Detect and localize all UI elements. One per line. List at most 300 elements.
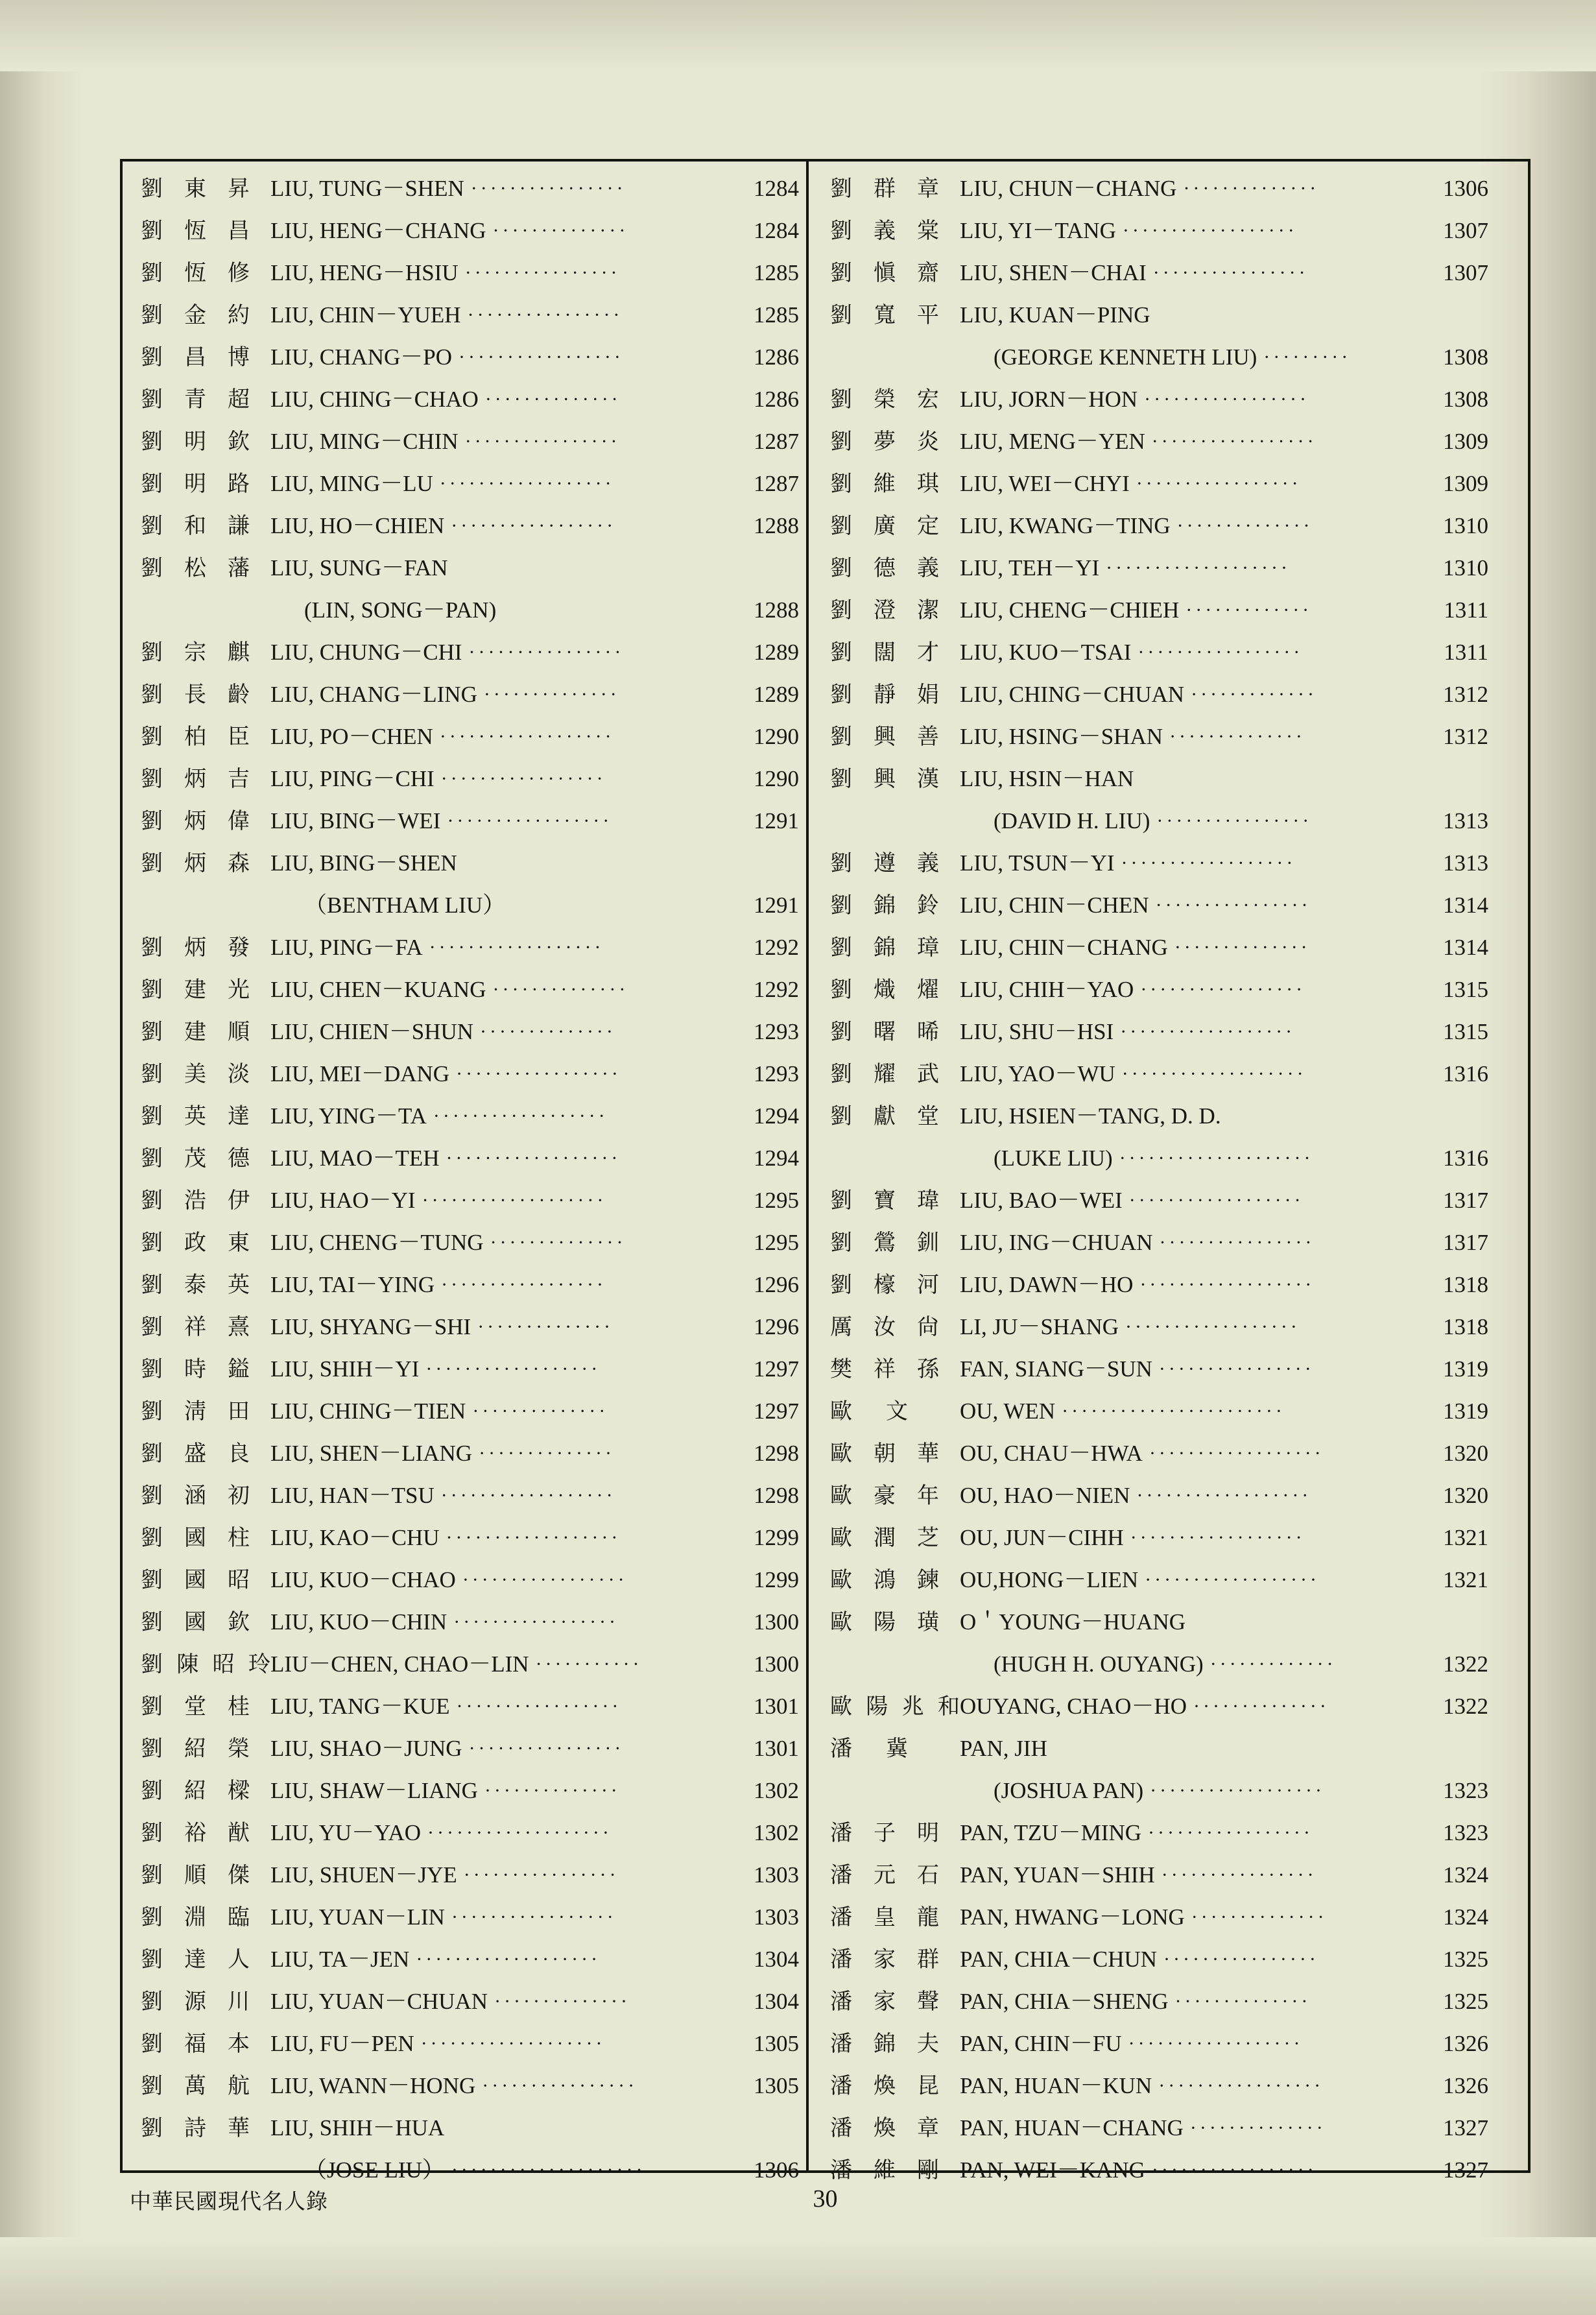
entry-page-number: 1314 — [1443, 893, 1488, 918]
entry-chinese-name: 劉 宗 麒 — [141, 640, 250, 666]
entry-chinese-name: 劉 詩 華 — [141, 2115, 250, 2141]
entry-page-number: 1304 — [754, 1989, 799, 2014]
entry-chinese-name: 劉 福 本 — [141, 2031, 250, 2057]
index-entry — [816, 715, 1500, 758]
index-entry — [126, 547, 811, 589]
entry-romanized-name: O＇YOUNG－HUANG — [960, 1609, 1186, 1635]
footer-title: 中華民國現代名人錄 — [130, 2189, 328, 2214]
index-entry — [126, 631, 811, 673]
entry-chinese-name: 劉 恆 昌 — [141, 218, 250, 244]
leader-dots: ·············· — [484, 389, 621, 410]
index-entry — [816, 968, 1500, 1011]
entry-page-number: 1296 — [754, 1272, 799, 1297]
entry-chinese-name: 歐 潤 芝 — [830, 1525, 939, 1551]
entry-romanized-name: LIU, KUO－CHAO ················· — [268, 1559, 731, 1601]
entry-romanized-name: LIU, SHEN－CHAI ················ — [957, 252, 1420, 294]
entry-chinese-name: 潘 煥 章 — [830, 2115, 939, 2141]
entry-page-number: 1312 — [1443, 682, 1488, 707]
entry-chinese-name: 劉 柏 臣 — [141, 724, 250, 750]
leader-dots: ·················· — [433, 1105, 608, 1127]
entry-chinese-name: 劉 陳 昭 玲 — [141, 1651, 270, 1677]
index-entry — [126, 1685, 811, 1727]
index-entry — [126, 1348, 811, 1390]
index-entry — [816, 2022, 1500, 2065]
entry-romanized-name: PAN, WEI－KANG ················· — [957, 2149, 1420, 2191]
entry-chinese-name: 劉 熾 燿 — [830, 977, 939, 1003]
entry-page-number: 1290 — [754, 724, 799, 749]
entry-page-number: 1314 — [1443, 935, 1488, 960]
entry-page-number: 1293 — [754, 1019, 799, 1044]
entry-chinese-name: 劉 夢 炎 — [830, 429, 939, 455]
entry-page-number: 1284 — [754, 176, 799, 201]
entry-chinese-name: 劉 昌 博 — [141, 344, 250, 370]
index-entry — [816, 294, 1500, 336]
leader-dots: ················· — [451, 1906, 617, 1928]
entry-romanized-name: LIU, SHAO－JUNG ················ — [268, 1727, 731, 1769]
entry-chinese-name: 劉 茂 德 — [141, 1146, 250, 1171]
leader-dots: ·············· — [1169, 726, 1305, 747]
entry-page-number: 1322 — [1443, 1694, 1488, 1719]
leader-dots: ·················· — [1145, 1569, 1320, 1590]
entry-romanized-name: LIU, MING－LU ·················· — [268, 462, 731, 505]
index-entry — [126, 252, 811, 294]
entry-page-number: 1316 — [1443, 1146, 1488, 1171]
entry-chinese-name: 劉 獻 堂 — [830, 1103, 939, 1129]
index-entry — [816, 420, 1500, 462]
entry-chinese-name: 劉 廣 定 — [830, 513, 939, 539]
entry-romanized-name: LIU, TUNG－SHEN ················ — [268, 167, 731, 210]
leader-dots: ················· — [453, 1611, 619, 1633]
entry-page-number: 1286 — [754, 387, 799, 412]
leader-dots: ·············· — [1176, 515, 1313, 536]
leader-dots: ·············· — [1191, 1906, 1328, 1928]
entry-page-number: 1317 — [1443, 1230, 1488, 1255]
index-entry — [126, 1601, 811, 1643]
entry-romanized-name: LIU, KUO－CHIN ················· — [268, 1601, 731, 1643]
leader-dots: ················· — [1137, 642, 1304, 663]
entry-page-number: 1311 — [1444, 597, 1488, 623]
index-entry — [816, 631, 1500, 673]
leader-dots: ·················· — [1128, 2033, 1304, 2054]
index-entry — [126, 1812, 811, 1854]
index-entry — [126, 1432, 811, 1474]
entry-page-number: 1303 — [754, 1862, 799, 1888]
index-entry — [126, 1179, 811, 1221]
entry-chinese-name: 潘 冀 — [830, 1736, 908, 1762]
index-entry — [816, 1896, 1500, 1938]
entry-romanized-name: LIU, CHIN－CHANG ·············· — [957, 926, 1420, 968]
entry-chinese-name: 劉 錦 鈴 — [830, 893, 939, 918]
entry-chinese-name: 劉 美 淡 — [141, 1061, 250, 1087]
entry-chinese-name: 潘 皇 龍 — [830, 1904, 939, 1930]
entry-page-number: 1297 — [754, 1398, 799, 1424]
entry-chinese-name: 劉 順 傑 — [141, 1862, 250, 1888]
index-entry — [816, 1179, 1500, 1221]
index-entry — [126, 2022, 811, 2065]
entry-romanized-name: （JOSE LIU） ···················· — [268, 2149, 731, 2191]
entry-romanized-name: (LUKE LIU) ···················· — [957, 1137, 1420, 1179]
entry-page-number: 1294 — [754, 1146, 799, 1171]
index-entry — [816, 1643, 1500, 1685]
index-entry — [126, 1474, 811, 1517]
index-entry — [126, 673, 811, 715]
entry-chinese-name: 劉 曙 晞 — [830, 1019, 939, 1045]
entry-chinese-name: 劉 國 柱 — [141, 1525, 250, 1551]
entry-romanized-name: LIU, HENG－CHANG ·············· — [268, 210, 731, 252]
leader-dots: ·············· — [1183, 178, 1320, 199]
leader-dots: ·················· — [1122, 220, 1298, 241]
index-entry — [126, 378, 811, 420]
index-entry — [126, 1137, 811, 1179]
leader-dots: ·················· — [1149, 1443, 1324, 1464]
index-entry — [816, 1432, 1500, 1474]
entry-chinese-name: 潘 子 明 — [830, 1820, 939, 1846]
entry-chinese-name: 劉 榮 宏 — [830, 387, 939, 413]
entry-page-number: 1299 — [754, 1567, 799, 1592]
entry-romanized-name: LIU, HAO－YI ··················· — [268, 1179, 731, 1221]
entry-romanized-name: LIU, FU－PEN ··················· — [268, 2022, 731, 2065]
index-entry — [816, 1854, 1500, 1896]
entry-page-number: 1318 — [1443, 1314, 1488, 1339]
entry-page-number: 1309 — [1443, 471, 1488, 496]
entry-romanized-name: （BENTHAM LIU） — [304, 893, 506, 918]
entry-romanized-name: PAN, CHIA－SHENG ·············· — [957, 1980, 1420, 2022]
entry-page-number: 1301 — [754, 1736, 799, 1761]
index-entry — [126, 210, 811, 252]
entry-romanized-name: PAN, HWANG－LONG ·············· — [957, 1896, 1420, 1938]
entry-chinese-name: 劉 紹 榮 — [141, 1736, 250, 1762]
page-edge-shading-top — [0, 0, 1596, 71]
entry-chinese-name: 歐 豪 年 — [830, 1483, 939, 1509]
entry-page-number: 1298 — [754, 1441, 799, 1466]
entry-chinese-name: 劉 松 藩 — [141, 555, 250, 581]
leader-dots: ················· — [441, 1274, 607, 1295]
entry-romanized-name: OU, JUN－CIHH ·················· — [957, 1517, 1420, 1559]
entry-page-number: 1304 — [754, 1947, 799, 1972]
entry-page-number: 1311 — [1444, 640, 1488, 665]
index-entry — [126, 505, 811, 547]
leader-dots: ·············· — [494, 1991, 630, 2012]
leader-dots: ·················· — [446, 1147, 621, 1169]
leader-dots: ················· — [1140, 979, 1306, 1000]
index-entry — [126, 589, 811, 631]
entry-romanized-name: LIU, BAO－WEI ·················· — [957, 1179, 1420, 1221]
entry-chinese-name: 潘 家 群 — [830, 1947, 939, 1973]
entry-romanized-name: PAN, JIH — [960, 1736, 1047, 1761]
index-entry — [126, 462, 811, 505]
entry-page-number: 1308 — [1443, 387, 1488, 412]
index-entry — [816, 1601, 1500, 1643]
entry-chinese-name: 劉 炳 偉 — [141, 808, 250, 834]
entry-chinese-name: 劉 裕 猷 — [141, 1820, 250, 1846]
entry-chinese-name: 劉 堂 桂 — [141, 1694, 250, 1720]
index-entry — [816, 1011, 1500, 1053]
entry-page-number: 1320 — [1443, 1483, 1488, 1508]
entry-romanized-name: LIU, YING－TA ·················· — [268, 1095, 731, 1137]
entry-romanized-name: LIU, TEH－YI ··················· — [957, 547, 1420, 589]
entry-page-number: 1288 — [754, 597, 799, 623]
leader-dots: ·················· — [1136, 1485, 1312, 1506]
entry-page-number: 1302 — [754, 1820, 799, 1845]
index-entry — [126, 420, 811, 462]
entry-page-number: 1284 — [754, 218, 799, 243]
index-entry — [816, 252, 1500, 294]
entry-page-number: 1292 — [754, 935, 799, 960]
entry-romanized-name: LIU, CHIN－CHEN ················ — [957, 884, 1420, 926]
entry-page-number: 1299 — [754, 1525, 799, 1550]
entry-page-number: 1323 — [1443, 1820, 1488, 1845]
index-entry — [126, 842, 811, 884]
leader-dots: ·············· — [1174, 1991, 1311, 2012]
index-entry — [816, 336, 1500, 378]
entry-romanized-name: LIU, TA－JEN ··················· — [268, 1938, 731, 1980]
index-entry — [816, 2107, 1500, 2149]
index-entry — [126, 968, 811, 1011]
index-entry — [816, 926, 1500, 968]
entry-page-number: 1301 — [754, 1694, 799, 1719]
index-entry — [816, 1474, 1500, 1517]
entry-chinese-name: 劉 德 義 — [830, 555, 939, 581]
index-entry — [816, 1938, 1500, 1980]
entry-romanized-name: PAN, HUAN－KUN ················· — [957, 2065, 1420, 2107]
leader-dots: ·················· — [446, 1527, 621, 1548]
entry-romanized-name: LIU, YI－TANG ·················· — [957, 210, 1420, 252]
footer-page-number: 30 — [813, 2185, 838, 2213]
entry-romanized-name: (LIN, SONG－PAN) — [304, 597, 497, 623]
entry-romanized-name: LIU, KAO－CHU ·················· — [268, 1517, 731, 1559]
entry-page-number: 1291 — [754, 808, 799, 834]
index-entry — [126, 1095, 811, 1137]
leader-dots: ············· — [1191, 684, 1317, 705]
entry-romanized-name: LIU, SHUEN－JYE ················ — [268, 1854, 731, 1896]
index-entry — [126, 2107, 811, 2149]
leader-dots: ················ — [1159, 1232, 1315, 1253]
leader-dots: ·············· — [483, 684, 620, 705]
index-entry — [126, 715, 811, 758]
entry-chinese-name: 劉 涵 初 — [141, 1483, 250, 1509]
leader-dots: ·················· — [1128, 1190, 1304, 1211]
leader-dots: ········· — [1263, 346, 1352, 368]
leader-dots: ················ — [463, 1864, 619, 1886]
index-entry — [816, 589, 1500, 631]
leader-dots: ·············· — [1174, 937, 1311, 958]
entry-page-number: 1323 — [1443, 1778, 1488, 1803]
entry-chinese-name: 劉 靜 娟 — [830, 682, 939, 708]
entry-page-number: 1292 — [754, 977, 799, 1002]
entry-page-number: 1288 — [754, 513, 799, 538]
entry-chinese-name: 劉 明 路 — [141, 471, 250, 497]
entry-romanized-name: LIU, CHING－CHAO ·············· — [268, 378, 731, 420]
index-entry — [816, 505, 1500, 547]
index-entry — [126, 926, 811, 968]
entry-page-number: 1315 — [1443, 977, 1488, 1002]
entry-romanized-name: (GEORGE KENNETH LIU) ········· — [957, 336, 1420, 378]
entry-romanized-name: (JOSHUA PAN) ·················· — [957, 1769, 1420, 1812]
leader-dots: ·················· — [1121, 852, 1296, 874]
index-entry — [126, 1854, 811, 1896]
leader-dots: ··················· — [422, 1190, 607, 1211]
index-entry — [126, 1769, 811, 1812]
entry-page-number: 1293 — [754, 1061, 799, 1086]
entry-chinese-name: 劉 明 欽 — [141, 429, 250, 455]
entry-romanized-name: LIU, HSIN－HAN — [960, 766, 1134, 791]
entry-chinese-name: 劉 淵 臨 — [141, 1904, 250, 1930]
entry-chinese-name: 劉 東 昇 — [141, 176, 250, 202]
entry-page-number: 1318 — [1443, 1272, 1488, 1297]
page-edge-shading-bottom — [0, 2237, 1596, 2315]
entry-chinese-name: 劉 萬 航 — [141, 2073, 250, 2099]
entry-page-number: 1324 — [1443, 1862, 1488, 1888]
index-entry — [816, 1053, 1500, 1095]
entry-chinese-name: 劉 耀 武 — [830, 1061, 939, 1087]
leader-dots: ················ — [1161, 1864, 1317, 1886]
entry-page-number: 1322 — [1443, 1651, 1488, 1677]
index-entry — [816, 1812, 1500, 1854]
entry-romanized-name: LIU, PING－FA ·················· — [268, 926, 731, 968]
leader-dots: ················ — [1155, 894, 1311, 916]
index-entry — [126, 167, 811, 210]
leader-dots: ················· — [1148, 1822, 1313, 1843]
leader-dots: ·················· — [425, 1358, 601, 1380]
entry-chinese-name: 劉 錦 璋 — [830, 935, 939, 961]
entry-chinese-name: 劉 青 超 — [141, 387, 250, 413]
entry-page-number: 1287 — [754, 429, 799, 454]
entry-romanized-name: LIU, HAN－TSU ·················· — [268, 1474, 731, 1517]
entry-chinese-name: 劉 國 昭 — [141, 1567, 250, 1593]
entry-chinese-name: 劉 澄 潔 — [830, 597, 939, 623]
entry-page-number: 1312 — [1443, 724, 1488, 749]
entry-romanized-name: LIU, CHING－CHUAN ············· — [957, 673, 1420, 715]
entry-page-number: 1302 — [754, 1778, 799, 1803]
entry-page-number: 1310 — [1443, 513, 1488, 538]
entry-chinese-name: 劉 祥 熹 — [141, 1314, 250, 1340]
leader-dots: ··········· — [535, 1653, 643, 1675]
index-entry — [816, 1264, 1500, 1306]
entry-chinese-name: 潘 錦 夫 — [830, 2031, 939, 2057]
entry-romanized-name: LIU, BING－WEI ················· — [268, 800, 731, 842]
index-entry — [126, 1390, 811, 1432]
index-entry — [816, 1727, 1500, 1769]
entry-romanized-name: LIU, DAWN－HO ·················· — [957, 1264, 1420, 1306]
leader-dots: ······················· — [1062, 1400, 1285, 1422]
entry-chinese-name: 劉 英 達 — [141, 1103, 250, 1129]
index-entry — [126, 294, 811, 336]
entry-chinese-name: 劉 恆 修 — [141, 260, 250, 286]
index-entry — [816, 884, 1500, 926]
entry-chinese-name: 潘 煥 昆 — [830, 2073, 939, 2099]
entry-page-number: 1319 — [1443, 1398, 1488, 1424]
entry-romanized-name: LIU, YUAN－LIN ················· — [268, 1896, 731, 1938]
leader-dots: ··················· — [1121, 1063, 1307, 1085]
entry-romanized-name: LIU, CHIN－YUEH ················ — [268, 294, 731, 336]
index-entry — [816, 1559, 1500, 1601]
leader-dots: ·················· — [1130, 1527, 1305, 1548]
index-entry — [126, 2065, 811, 2107]
leader-dots: ················ — [1156, 810, 1313, 832]
entry-page-number: 1285 — [754, 260, 799, 285]
index-entry — [816, 1137, 1500, 1179]
leader-dots: ·············· — [477, 1316, 614, 1337]
leader-dots: ················ — [470, 178, 626, 199]
entry-romanized-name: LIU, TAI－YING ················· — [268, 1264, 731, 1306]
entry-chinese-name: 劉 維 琪 — [830, 471, 939, 497]
entry-romanized-name: LIU, HSING－SHAN ·············· — [957, 715, 1420, 758]
entry-chinese-name: 劉 遵 義 — [830, 850, 939, 876]
entry-romanized-name: LIU, TANG－KUE ················· — [268, 1685, 731, 1727]
index-entry — [816, 167, 1500, 210]
entry-romanized-name: LIU, SHIH－HUA — [270, 2115, 445, 2141]
leader-dots: ·············· — [490, 1232, 626, 1253]
entry-page-number: 1290 — [754, 766, 799, 791]
leader-dots: ················· — [462, 1569, 628, 1590]
index-entry — [126, 1053, 811, 1095]
page-footer — [120, 2185, 1530, 2215]
entry-romanized-name: PAN, YUAN－SHIH ················ — [957, 1854, 1420, 1896]
entry-chinese-name: 劉 浩 伊 — [141, 1188, 250, 1214]
index-entry — [126, 1517, 811, 1559]
leader-dots: ·················· — [439, 726, 615, 747]
leader-dots: ·················· — [1125, 1316, 1300, 1337]
leader-dots: ················ — [1163, 1949, 1319, 1970]
entry-page-number: 1306 — [1443, 176, 1488, 201]
entry-romanized-name: LIU, CHUN－CHANG ·············· — [957, 167, 1420, 210]
entry-chinese-name: 劉 國 欽 — [141, 1609, 250, 1635]
entry-page-number: 1295 — [754, 1230, 799, 1255]
entry-romanized-name: LIU, BING－SHEN — [270, 850, 457, 876]
entry-chinese-name: 劉 寬 平 — [830, 302, 939, 328]
entry-chinese-name: 樊 祥 孫 — [830, 1356, 939, 1382]
index-entry — [816, 1685, 1500, 1727]
entry-chinese-name: 劉 和 謙 — [141, 513, 250, 539]
entry-romanized-name: LIU, SUNG－FAN — [270, 555, 448, 581]
index-entry — [816, 1769, 1500, 1812]
entry-romanized-name: LIU－CHEN, CHAO－LIN ··········· — [268, 1643, 731, 1685]
index-entry — [816, 1348, 1500, 1390]
entry-chinese-name: 劉 源 川 — [141, 1989, 250, 2015]
leader-dots: ················ — [1152, 262, 1309, 283]
entry-chinese-name: 劉 炳 森 — [141, 850, 250, 876]
leader-dots: ·············· — [1189, 2117, 1326, 2139]
index-entry — [816, 462, 1500, 505]
entry-chinese-name: 劉 愼 齋 — [830, 260, 939, 286]
entry-romanized-name: LIU, MENG－YEN ················· — [957, 420, 1420, 462]
entry-page-number: 1307 — [1443, 218, 1488, 243]
index-entry — [816, 673, 1500, 715]
leader-dots: ················· — [451, 515, 617, 536]
entry-romanized-name: LIU, TSUN－YI ·················· — [957, 842, 1420, 884]
entry-romanized-name: FAN, SIANG－SUN ················ — [957, 1348, 1420, 1390]
leader-dots: ·················· — [1150, 1780, 1325, 1801]
index-entry — [126, 1727, 811, 1769]
entry-page-number: 1300 — [754, 1609, 799, 1635]
entry-page-number: 1309 — [1443, 429, 1488, 454]
entry-romanized-name: LIU, YUAN－CHUAN ·············· — [268, 1980, 731, 2022]
index-entry — [816, 210, 1500, 252]
entry-chinese-name: 劉 泰 英 — [141, 1272, 250, 1298]
leader-dots: ············· — [1185, 599, 1313, 621]
entry-page-number: 1321 — [1443, 1567, 1488, 1592]
leader-dots: ··················· — [420, 2033, 606, 2054]
entry-chinese-name: 潘 元 石 — [830, 1862, 939, 1888]
leader-dots: ················· — [1144, 389, 1309, 410]
entry-romanized-name: LIU, CHING－TIEN ·············· — [268, 1390, 731, 1432]
entry-romanized-name: LIU, HO－CHIEN ················· — [268, 505, 731, 547]
entry-chinese-name: 潘 家 聲 — [830, 1989, 939, 2015]
entry-chinese-name: 劉 達 人 — [141, 1947, 250, 1973]
entry-romanized-name: LIU, PING－CHI ················· — [268, 758, 731, 800]
entry-romanized-name: LIU, CHUNG－CHI ················ — [268, 631, 731, 673]
leader-dots: ················· — [1136, 473, 1302, 494]
